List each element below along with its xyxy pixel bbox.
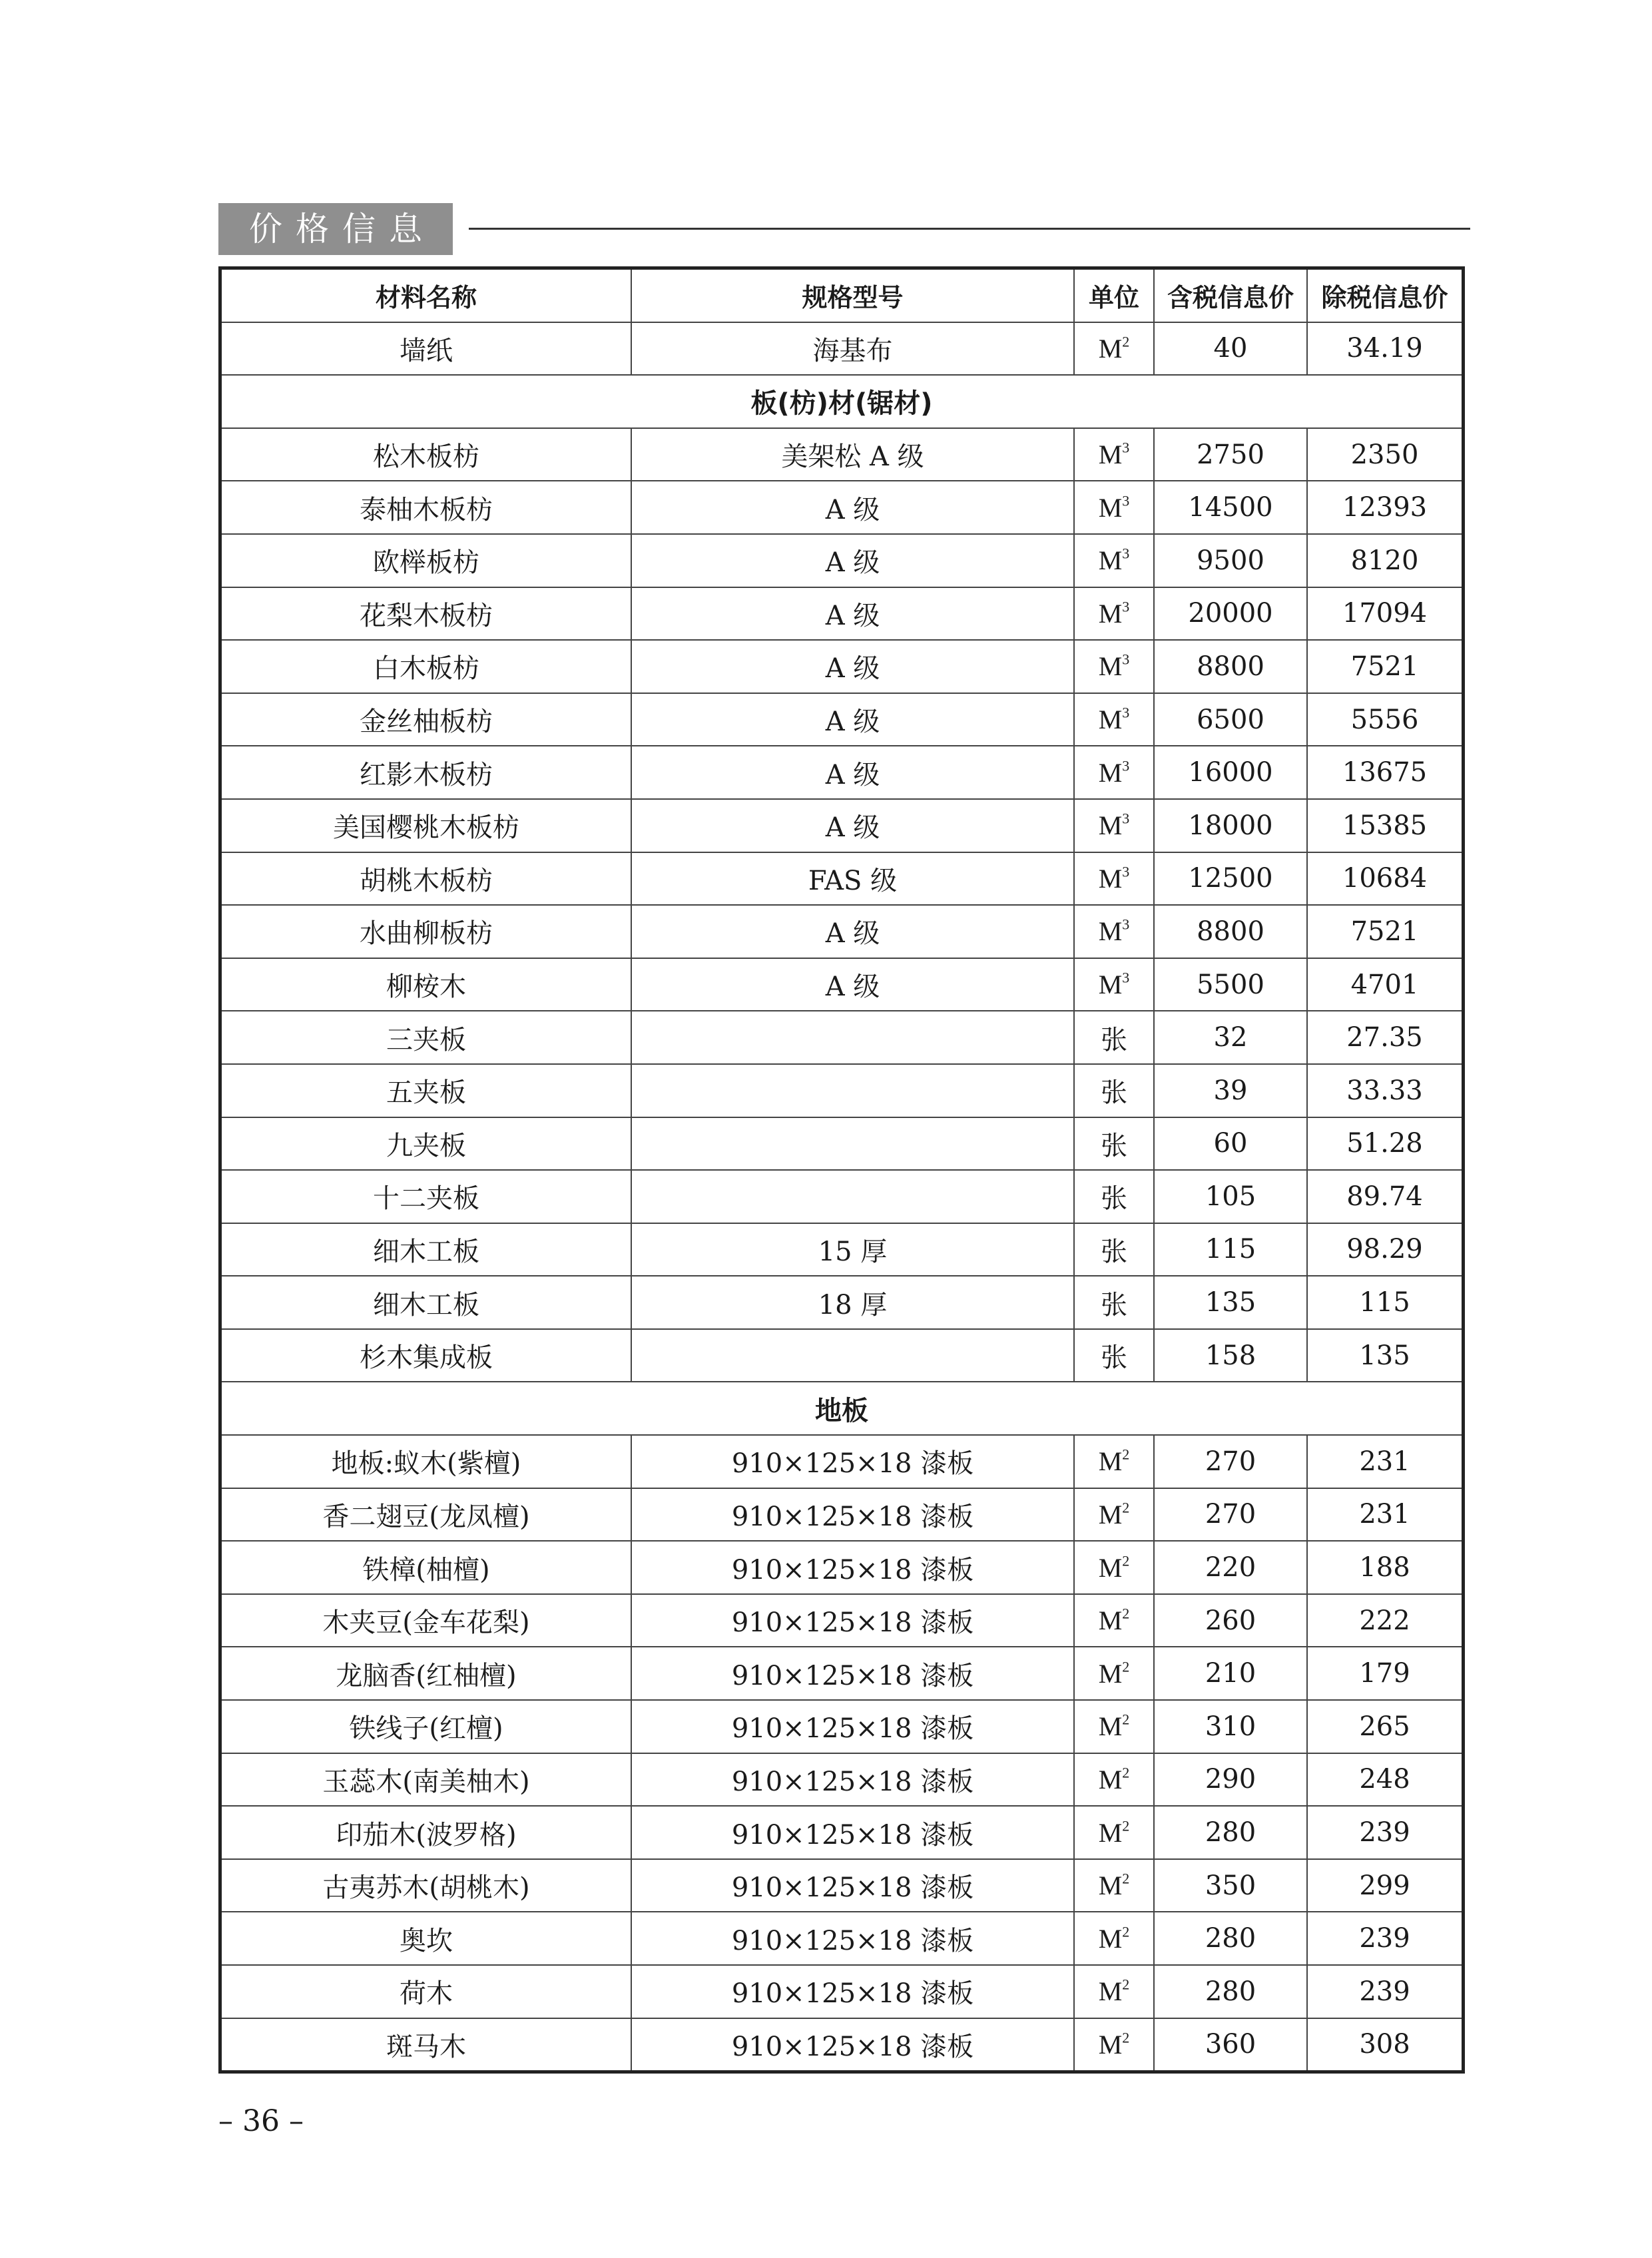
price-notax-cell: 13675 (1307, 746, 1462, 799)
table-row (222, 1647, 1462, 1700)
material-name-cell: 五夹板 (222, 1064, 631, 1117)
spec-cell (631, 1064, 1074, 1117)
unit-exponent: 2 (1122, 1764, 1130, 1781)
spec-cell (631, 1329, 1074, 1382)
price-tax-cell: 105 (1154, 1170, 1307, 1223)
unit-cell (1074, 428, 1154, 481)
unit-exponent: 3 (1122, 757, 1130, 774)
unit-base: M (1098, 1605, 1123, 1636)
unit-cell (1074, 1912, 1154, 1965)
table-row (222, 1965, 1462, 2018)
price-tax-cell: 158 (1154, 1329, 1307, 1382)
table-row (222, 1064, 1462, 1117)
table-row (222, 1223, 1462, 1276)
price-notax-cell: 135 (1307, 1329, 1462, 1382)
unit-cell (1074, 1117, 1154, 1171)
price-notax-cell: 239 (1307, 1806, 1462, 1859)
unit-exponent: 3 (1122, 916, 1130, 933)
price-tax-cell: 290 (1154, 1753, 1307, 1807)
table-row (222, 746, 1462, 799)
material-name-cell: 木夹豆(金车花梨) (222, 1594, 631, 1647)
price-notax-cell: 17094 (1307, 587, 1462, 641)
price-notax-cell: 248 (1307, 1753, 1462, 1807)
table-body (222, 322, 1462, 2071)
spec-cell (631, 1011, 1074, 1064)
price-tax-cell: 8800 (1154, 640, 1307, 693)
spec-cell: 910×125×18 漆板 (631, 1753, 1074, 1807)
unit-cell (1074, 1435, 1154, 1488)
price-tax-cell: 60 (1154, 1117, 1307, 1171)
spec-cell: 910×125×18 漆板 (631, 1859, 1074, 1912)
price-notax-cell: 7521 (1307, 905, 1462, 958)
price-tax-cell: 260 (1154, 1594, 1307, 1647)
unit-exponent: 2 (1122, 333, 1130, 350)
table-header-row (222, 270, 1462, 322)
spec-cell: 910×125×18 漆板 (631, 1647, 1074, 1700)
price-notax-cell: 15385 (1307, 799, 1462, 852)
material-name-cell: 白木板枋 (222, 640, 631, 693)
unit-cell (1074, 1700, 1154, 1753)
unit-base: M (1098, 545, 1123, 576)
price-tax-cell: 40 (1154, 322, 1307, 376)
unit-cell (1074, 1753, 1154, 1807)
price-notax-cell: 231 (1307, 1435, 1462, 1488)
price-tax-cell: 5500 (1154, 958, 1307, 1011)
section-row (222, 1382, 1462, 1435)
unit-cell (1074, 1541, 1154, 1594)
spec-cell (631, 1170, 1074, 1223)
spec-cell: A 级 (631, 481, 1074, 534)
unit-exponent: 2 (1122, 1923, 1130, 1940)
price-tax-cell: 6500 (1154, 693, 1307, 746)
unit-base: M (1098, 1817, 1123, 1848)
spec-cell: A 级 (631, 534, 1074, 587)
material-name-cell: 铁樟(柚檀) (222, 1541, 631, 1594)
price-tax-cell: 135 (1154, 1276, 1307, 1329)
unit-cell (1074, 958, 1154, 1011)
price-notax-cell: 7521 (1307, 640, 1462, 693)
spec-cell: A 级 (631, 640, 1074, 693)
unit-base: M (1098, 1976, 1123, 2007)
table-row (222, 1700, 1462, 1753)
price-notax-cell: 27.35 (1307, 1011, 1462, 1064)
unit-base: 张 (1101, 1342, 1127, 1373)
table-row (222, 1753, 1462, 1807)
spec-cell: 910×125×18 漆板 (631, 1594, 1074, 1647)
price-notax-cell: 265 (1307, 1700, 1462, 1753)
spec-cell: A 级 (631, 587, 1074, 641)
material-name-cell: 胡桃木板枋 (222, 852, 631, 906)
spec-cell: 910×125×18 漆板 (631, 1965, 1074, 2018)
column-header-price-notax: 除税信息价 (1307, 270, 1462, 322)
unit-base: M (1098, 1870, 1123, 1901)
price-notax-cell: 239 (1307, 1912, 1462, 1965)
material-name-cell: 地板:蚁木(紫檀) (222, 1435, 631, 1488)
table-row (222, 1170, 1462, 1223)
price-notax-cell: 222 (1307, 1594, 1462, 1647)
unit-base: M (1098, 333, 1123, 364)
material-name-cell: 三夹板 (222, 1011, 631, 1064)
price-notax-cell: 98.29 (1307, 1223, 1462, 1276)
unit-base: 张 (1101, 1236, 1127, 1267)
column-header-price-tax: 含税信息价 (1154, 270, 1307, 322)
material-name-cell: 杉木集成板 (222, 1329, 631, 1382)
page-number: – 36 – (218, 2104, 304, 2138)
unit-exponent: 3 (1122, 598, 1130, 615)
material-name-cell: 九夹板 (222, 1117, 631, 1171)
table-row (222, 1859, 1462, 1912)
price-tax-cell: 18000 (1154, 799, 1307, 852)
table-row (222, 1011, 1462, 1064)
unit-base: M (1098, 1499, 1123, 1530)
spec-cell: FAS 级 (631, 852, 1074, 906)
spec-cell: A 级 (631, 958, 1074, 1011)
table-row (222, 481, 1462, 534)
price-notax-cell: 12393 (1307, 481, 1462, 534)
price-notax-cell: 4701 (1307, 958, 1462, 1011)
unit-base: 张 (1101, 1183, 1127, 1214)
unit-base: 张 (1101, 1024, 1127, 1055)
unit-cell (1074, 534, 1154, 587)
spec-cell: 18 厚 (631, 1276, 1074, 1329)
table-row (222, 428, 1462, 481)
material-name-cell: 柳桉木 (222, 958, 631, 1011)
unit-exponent: 2 (1122, 2029, 1130, 2046)
unit-cell (1074, 481, 1154, 534)
unit-base: M (1098, 598, 1123, 629)
spec-cell: 910×125×18 漆板 (631, 1541, 1074, 1594)
material-name-cell: 欧榉板枋 (222, 534, 631, 587)
table-row (222, 1806, 1462, 1859)
unit-cell (1074, 322, 1154, 376)
table-row (222, 799, 1462, 852)
table-row (222, 1117, 1462, 1171)
material-name-cell: 玉蕊木(南美柚木) (222, 1753, 631, 1807)
material-name-cell: 古夷苏木(胡桃木) (222, 1859, 631, 1912)
price-table-container (218, 266, 1465, 2074)
unit-exponent: 3 (1122, 545, 1130, 562)
material-name-cell: 龙脑香(红柚檀) (222, 1647, 631, 1700)
material-name-cell: 金丝柚板枋 (222, 693, 631, 746)
spec-cell: 910×125×18 漆板 (631, 1700, 1074, 1753)
table-row (222, 958, 1462, 1011)
price-notax-cell: 5556 (1307, 693, 1462, 746)
material-name-cell: 细木工板 (222, 1223, 631, 1276)
unit-exponent: 2 (1122, 1658, 1130, 1675)
spec-cell: 910×125×18 漆板 (631, 1488, 1074, 1542)
price-tax-cell: 8800 (1154, 905, 1307, 958)
column-header-name: 材料名称 (222, 270, 631, 322)
table-row (222, 587, 1462, 641)
unit-cell (1074, 746, 1154, 799)
spec-cell: A 级 (631, 693, 1074, 746)
table-row (222, 1912, 1462, 1965)
material-name-cell: 香二翅豆(龙凤檀) (222, 1488, 631, 1542)
unit-exponent: 3 (1122, 492, 1130, 509)
table-row (222, 640, 1462, 693)
unit-base: 张 (1101, 1077, 1127, 1108)
price-tax-cell: 270 (1154, 1488, 1307, 1542)
price-notax-cell: 239 (1307, 1965, 1462, 2018)
spec-cell: A 级 (631, 746, 1074, 799)
price-tax-cell: 16000 (1154, 746, 1307, 799)
material-name-cell: 墙纸 (222, 322, 631, 376)
spec-cell: 910×125×18 漆板 (631, 1912, 1074, 1965)
unit-base: 张 (1101, 1130, 1127, 1161)
price-tax-cell: 12500 (1154, 852, 1307, 906)
price-tax-cell: 39 (1154, 1064, 1307, 1117)
price-notax-cell: 188 (1307, 1541, 1462, 1594)
unit-base: M (1098, 651, 1123, 682)
price-notax-cell: 299 (1307, 1859, 1462, 1912)
unit-exponent: 3 (1122, 651, 1130, 668)
unit-base: M (1098, 1923, 1123, 1954)
price-notax-cell: 34.19 (1307, 322, 1462, 376)
unit-base: M (1098, 1764, 1123, 1795)
unit-base: M (1098, 492, 1123, 523)
unit-base: M (1098, 705, 1123, 735)
price-tax-cell: 220 (1154, 1541, 1307, 1594)
unit-exponent: 2 (1122, 1976, 1130, 1993)
material-name-cell: 印茄木(波罗格) (222, 1806, 631, 1859)
price-tax-cell: 14500 (1154, 481, 1307, 534)
unit-exponent: 2 (1122, 1711, 1130, 1728)
price-tax-cell: 360 (1154, 2018, 1307, 2071)
spec-cell: 910×125×18 漆板 (631, 2018, 1074, 2071)
section-header (218, 203, 1470, 255)
spec-cell: 海基布 (631, 322, 1074, 376)
unit-exponent: 3 (1122, 969, 1130, 986)
price-notax-cell: 2350 (1307, 428, 1462, 481)
table-row (222, 1541, 1462, 1594)
price-notax-cell: 51.28 (1307, 1117, 1462, 1171)
column-header-unit: 单位 (1074, 270, 1154, 322)
unit-cell (1074, 1170, 1154, 1223)
price-notax-cell: 308 (1307, 2018, 1462, 2071)
unit-base: M (1098, 810, 1123, 841)
price-tax-cell: 115 (1154, 1223, 1307, 1276)
table-row (222, 1329, 1462, 1382)
material-name-cell: 美国樱桃木板枋 (222, 799, 631, 852)
price-tax-cell: 280 (1154, 1965, 1307, 2018)
unit-cell (1074, 1965, 1154, 2018)
table-row (222, 2018, 1462, 2071)
price-tax-cell: 270 (1154, 1435, 1307, 1488)
spec-cell: 15 厚 (631, 1223, 1074, 1276)
unit-base: M (1098, 1711, 1123, 1742)
unit-cell (1074, 1064, 1154, 1117)
price-tax-cell: 210 (1154, 1647, 1307, 1700)
material-name-cell: 十二夹板 (222, 1170, 631, 1223)
spec-cell: 910×125×18 漆板 (631, 1806, 1074, 1859)
price-notax-cell: 179 (1307, 1647, 1462, 1700)
unit-base: M (1098, 2029, 1123, 2060)
unit-cell (1074, 1488, 1154, 1542)
table-row (222, 1594, 1462, 1647)
unit-base: M (1098, 439, 1123, 470)
section-title: 价格信息 (218, 203, 453, 255)
price-notax-cell: 8120 (1307, 534, 1462, 587)
price-tax-cell: 310 (1154, 1700, 1307, 1753)
unit-exponent: 3 (1122, 810, 1130, 827)
section-row (222, 375, 1462, 428)
material-name-cell: 泰柚木板枋 (222, 481, 631, 534)
unit-exponent: 2 (1122, 1446, 1130, 1463)
price-notax-cell: 33.33 (1307, 1064, 1462, 1117)
unit-cell (1074, 799, 1154, 852)
price-notax-cell: 10684 (1307, 852, 1462, 906)
material-name-cell: 斑马木 (222, 2018, 631, 2071)
table-row (222, 1276, 1462, 1329)
unit-base: M (1098, 757, 1123, 788)
price-notax-cell: 115 (1307, 1276, 1462, 1329)
unit-exponent: 2 (1122, 1552, 1130, 1569)
unit-cell (1074, 852, 1154, 906)
price-notax-cell: 89.74 (1307, 1170, 1462, 1223)
unit-cell (1074, 1647, 1154, 1700)
section-label: 地板 (222, 1382, 1462, 1435)
unit-cell (1074, 905, 1154, 958)
unit-base: 张 (1101, 1289, 1127, 1320)
unit-exponent: 2 (1122, 1817, 1130, 1835)
table-row (222, 905, 1462, 958)
unit-cell (1074, 1859, 1154, 1912)
unit-cell (1074, 1011, 1154, 1064)
price-tax-cell: 9500 (1154, 534, 1307, 587)
price-notax-cell: 231 (1307, 1488, 1462, 1542)
section-label: 板(枋)材(锯材) (222, 375, 1462, 428)
unit-exponent: 3 (1122, 863, 1130, 880)
price-tax-cell: 20000 (1154, 587, 1307, 641)
material-name-cell: 细木工板 (222, 1276, 631, 1329)
price-tax-cell: 2750 (1154, 428, 1307, 481)
price-tax-cell: 280 (1154, 1806, 1307, 1859)
spec-cell: A 级 (631, 799, 1074, 852)
price-tax-cell: 32 (1154, 1011, 1307, 1064)
spec-cell: A 级 (631, 905, 1074, 958)
spec-cell (631, 1117, 1074, 1171)
unit-cell (1074, 640, 1154, 693)
unit-exponent: 2 (1122, 1605, 1130, 1622)
table-row (222, 1435, 1462, 1488)
unit-exponent: 2 (1122, 1499, 1130, 1516)
material-name-cell: 水曲柳板枋 (222, 905, 631, 958)
table-row (222, 852, 1462, 906)
material-name-cell: 荷木 (222, 1965, 631, 2018)
table-row (222, 322, 1462, 376)
unit-base: M (1098, 970, 1123, 1000)
unit-exponent: 2 (1122, 1870, 1130, 1887)
unit-base: M (1098, 863, 1123, 894)
unit-cell (1074, 1329, 1154, 1382)
column-header-spec: 规格型号 (631, 270, 1074, 322)
header-divider (469, 228, 1470, 230)
unit-cell (1074, 1276, 1154, 1329)
unit-cell (1074, 693, 1154, 746)
unit-base: M (1098, 916, 1123, 947)
spec-cell: 910×125×18 漆板 (631, 1435, 1074, 1488)
price-table (222, 270, 1462, 2070)
unit-cell (1074, 2018, 1154, 2071)
unit-cell (1074, 1594, 1154, 1647)
material-name-cell: 松木板枋 (222, 428, 631, 481)
spec-cell: 美架松 A 级 (631, 428, 1074, 481)
price-tax-cell: 280 (1154, 1912, 1307, 1965)
material-name-cell: 红影木板枋 (222, 746, 631, 799)
table-row (222, 534, 1462, 587)
table-row (222, 1488, 1462, 1542)
unit-exponent: 3 (1122, 439, 1130, 456)
unit-base: M (1098, 1658, 1123, 1689)
material-name-cell: 花梨木板枋 (222, 587, 631, 641)
unit-cell (1074, 1223, 1154, 1276)
price-tax-cell: 350 (1154, 1859, 1307, 1912)
table-row (222, 693, 1462, 746)
unit-base: M (1098, 1552, 1123, 1583)
material-name-cell: 铁线子(红檀) (222, 1700, 631, 1753)
unit-exponent: 3 (1122, 704, 1130, 721)
unit-base: M (1098, 1446, 1123, 1477)
material-name-cell: 奥坎 (222, 1912, 631, 1965)
unit-cell (1074, 1806, 1154, 1859)
unit-cell (1074, 587, 1154, 641)
